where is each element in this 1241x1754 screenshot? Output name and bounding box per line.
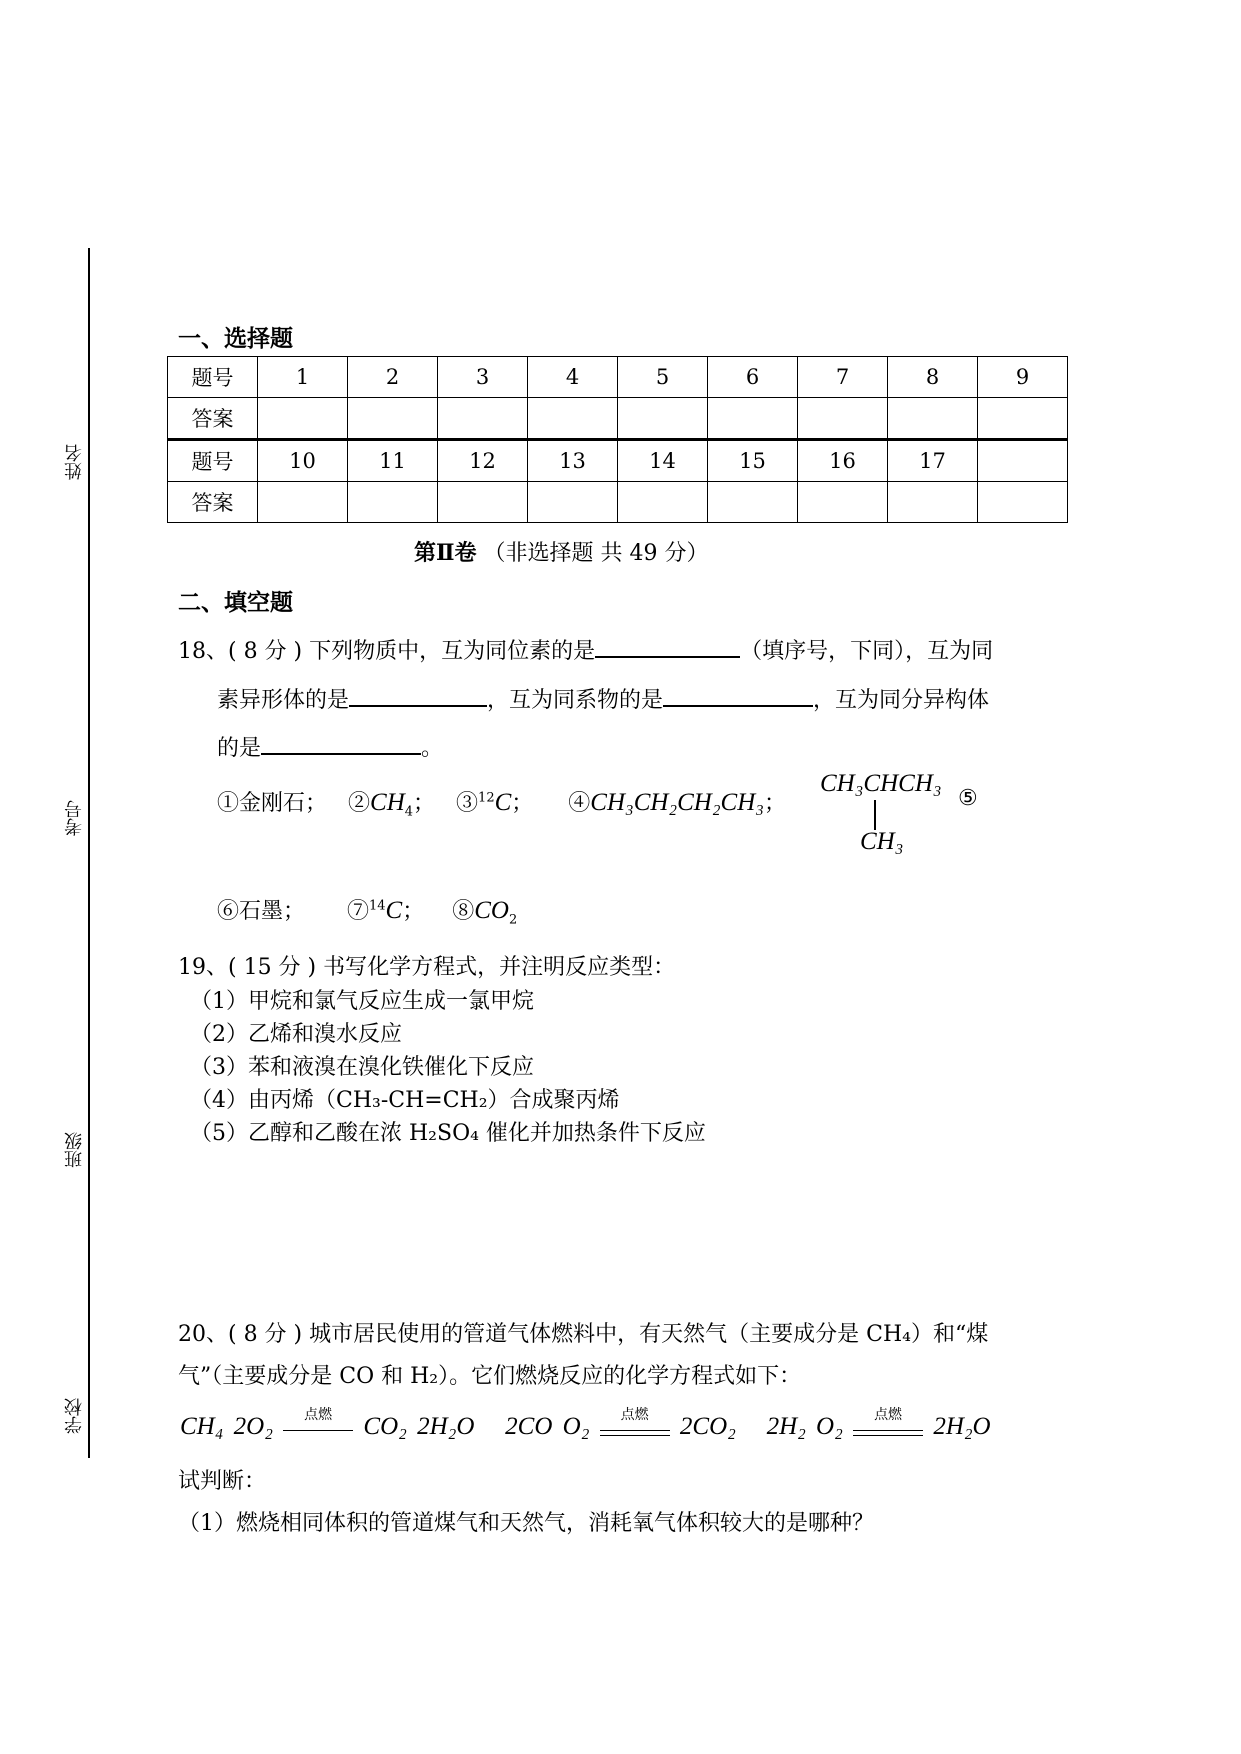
q-number: 15 — [708, 440, 798, 482]
answer-blank[interactable] — [663, 704, 813, 707]
eq2-reactants: 2CO O₂ — [505, 1413, 590, 1440]
q-number: 7 — [798, 357, 888, 398]
bond-line — [874, 800, 876, 830]
q18-line2 — [217, 683, 989, 714]
item-5: ⑤ — [958, 786, 978, 811]
answer-cell[interactable] — [708, 398, 798, 440]
q-number: 10 — [258, 440, 348, 482]
q-number: 17 — [888, 440, 978, 482]
q20-line2: 气”（主要成分是 CO 和 H₂）。它们燃烧反应的化学方程式如下： — [178, 1364, 802, 1389]
answer-table — [167, 356, 1068, 523]
eq2-products: 2CO₂ — [679, 1413, 736, 1440]
eq1-products: CO₂ 2H₂O — [363, 1413, 475, 1440]
section2-title: 二、填空题 — [178, 589, 293, 616]
row-label: 题号 — [168, 357, 258, 398]
answer-cell[interactable] — [888, 482, 978, 523]
section1-title: 一、选择题 — [178, 325, 293, 352]
q20-sub1: （1）燃烧相同体积的管道煤气和天然气，消耗氧气体积较大的是哪种？ — [178, 1511, 874, 1536]
q-number: 11 — [348, 440, 438, 482]
answer-cell[interactable] — [348, 482, 438, 523]
item-2: ② — [348, 791, 371, 816]
answer-cell[interactable] — [888, 398, 978, 440]
name-label: 姓名 — [62, 440, 88, 484]
text: 素异形体的是 — [217, 688, 350, 713]
q-number: 8 — [888, 357, 978, 398]
part2-subtitle: （非选择题 共 49 分） — [483, 541, 709, 566]
answer-cell[interactable] — [258, 398, 348, 440]
answer-cell[interactable] — [798, 482, 888, 523]
item-5-formula-bottom: CH₃ — [860, 828, 904, 855]
item-3: ③ — [456, 791, 479, 816]
q20-line1: 20、( 8 分 ) 城市居民使用的管道气体燃料中，有天然气（主要成分是 CH₄）和“煤 — [178, 1322, 989, 1347]
text: ； — [413, 791, 436, 816]
answer-cell[interactable] — [528, 398, 618, 440]
q-number: 16 — [798, 440, 888, 482]
reaction-arrow — [283, 1408, 353, 1438]
text: ，互为同分异构体 — [813, 688, 990, 713]
text: ； — [763, 791, 786, 816]
q-number: 1 — [258, 357, 348, 398]
condition: 点燃 — [304, 1408, 333, 1424]
text: （填序号，下同），互为同 — [740, 639, 994, 664]
combustion-equations — [180, 1408, 991, 1441]
condition: 点燃 — [874, 1408, 903, 1424]
formula: CH — [370, 789, 405, 816]
item-4: ④ — [568, 791, 591, 816]
equals-sign — [600, 1408, 670, 1438]
condition: 点燃 — [620, 1408, 649, 1424]
text: ； — [511, 791, 534, 816]
answer-cell[interactable] — [438, 482, 528, 523]
q19-item: （1）甲烷和氯气反应生成一氯甲烷 — [190, 989, 534, 1014]
part2-heading — [414, 536, 709, 567]
formula: C — [385, 897, 403, 924]
text: 。 — [421, 736, 444, 761]
item-7: ⑦ — [346, 899, 369, 924]
answer-cell[interactable] — [258, 482, 348, 523]
eq3-reactants: 2H₂ O₂ — [766, 1413, 843, 1440]
answer-cell[interactable] — [798, 398, 888, 440]
item-8: ⑧ — [452, 899, 475, 924]
q18-line1 — [178, 634, 993, 665]
answer-cell[interactable] — [438, 398, 528, 440]
answer-cell[interactable] — [978, 482, 1068, 523]
text: ； — [402, 899, 425, 924]
q-number: 4 — [528, 357, 618, 398]
q-number: 5 — [618, 357, 708, 398]
answer-cell[interactable] — [978, 398, 1068, 440]
superscript: 12 — [478, 790, 495, 806]
answer-blank[interactable] — [261, 752, 421, 755]
subscript: 4 — [404, 804, 414, 820]
eq3-products: 2H₂O — [933, 1413, 991, 1440]
answer-cell[interactable] — [618, 398, 708, 440]
q19-item: （5）乙醇和乙酸在浓 H₂SO₄ 催化并加热条件下反应 — [190, 1121, 706, 1146]
q-number: 12 — [438, 440, 528, 482]
q18-line3 — [217, 731, 443, 762]
exam-number-label: 考号 — [62, 796, 88, 840]
q-number: 13 — [528, 440, 618, 482]
part2-title: 第Ⅱ卷 — [414, 540, 477, 566]
answer-cell[interactable] — [708, 482, 798, 523]
school-label: 学校 — [62, 1394, 88, 1438]
q-number: 6 — [708, 357, 798, 398]
q18-items-row2 — [217, 894, 517, 927]
q19-title: 19、( 15 分 ) 书写化学方程式，并注明反应类型： — [178, 955, 676, 980]
binding-line — [88, 248, 90, 1458]
text: 的是 — [217, 736, 262, 761]
text: 18、( 8 分 ) 下列物质中，互为同位素的是 — [178, 639, 596, 664]
q-number: 14 — [618, 440, 708, 482]
superscript: 14 — [369, 898, 386, 914]
item-6: ⑥石墨； — [217, 899, 306, 924]
text: ，互为同系物的是 — [487, 688, 664, 713]
q-number — [978, 440, 1068, 482]
answer-cell[interactable] — [528, 482, 618, 523]
class-label: 班级 — [62, 1128, 88, 1172]
q19-item: （3）苯和液溴在溴化铁催化下反应 — [190, 1055, 534, 1080]
answer-blank[interactable] — [349, 704, 487, 707]
q19-item: （4）由丙烯（CH₃-CH=CH₂）合成聚丙烯 — [190, 1088, 620, 1113]
answer-cell[interactable] — [348, 398, 438, 440]
q-number: 2 — [348, 357, 438, 398]
formula: CO — [474, 897, 509, 924]
row-label: 题号 — [168, 440, 258, 482]
q19-item: （2）乙烯和溴水反应 — [190, 1022, 402, 1047]
formula: CH₃CH₂CH₂CH₃ — [590, 789, 764, 816]
row-label: 答案 — [168, 398, 258, 440]
q18-items-row1 — [217, 786, 786, 819]
q-number: 9 — [978, 357, 1068, 398]
formula: C — [494, 789, 512, 816]
equals-sign — [853, 1408, 923, 1438]
item-1: ①金刚石； — [217, 791, 328, 816]
answer-cell[interactable] — [618, 482, 708, 523]
item-5-formula-top: CH₃CHCH₃ — [820, 770, 942, 797]
eq1-reactants: CH₄ 2O₂ — [180, 1413, 273, 1440]
q20-judge: 试判断： — [178, 1469, 267, 1494]
answer-blank[interactable] — [595, 655, 740, 658]
subscript: 2 — [508, 912, 518, 928]
q-number: 3 — [438, 357, 528, 398]
row-label: 答案 — [168, 482, 258, 523]
